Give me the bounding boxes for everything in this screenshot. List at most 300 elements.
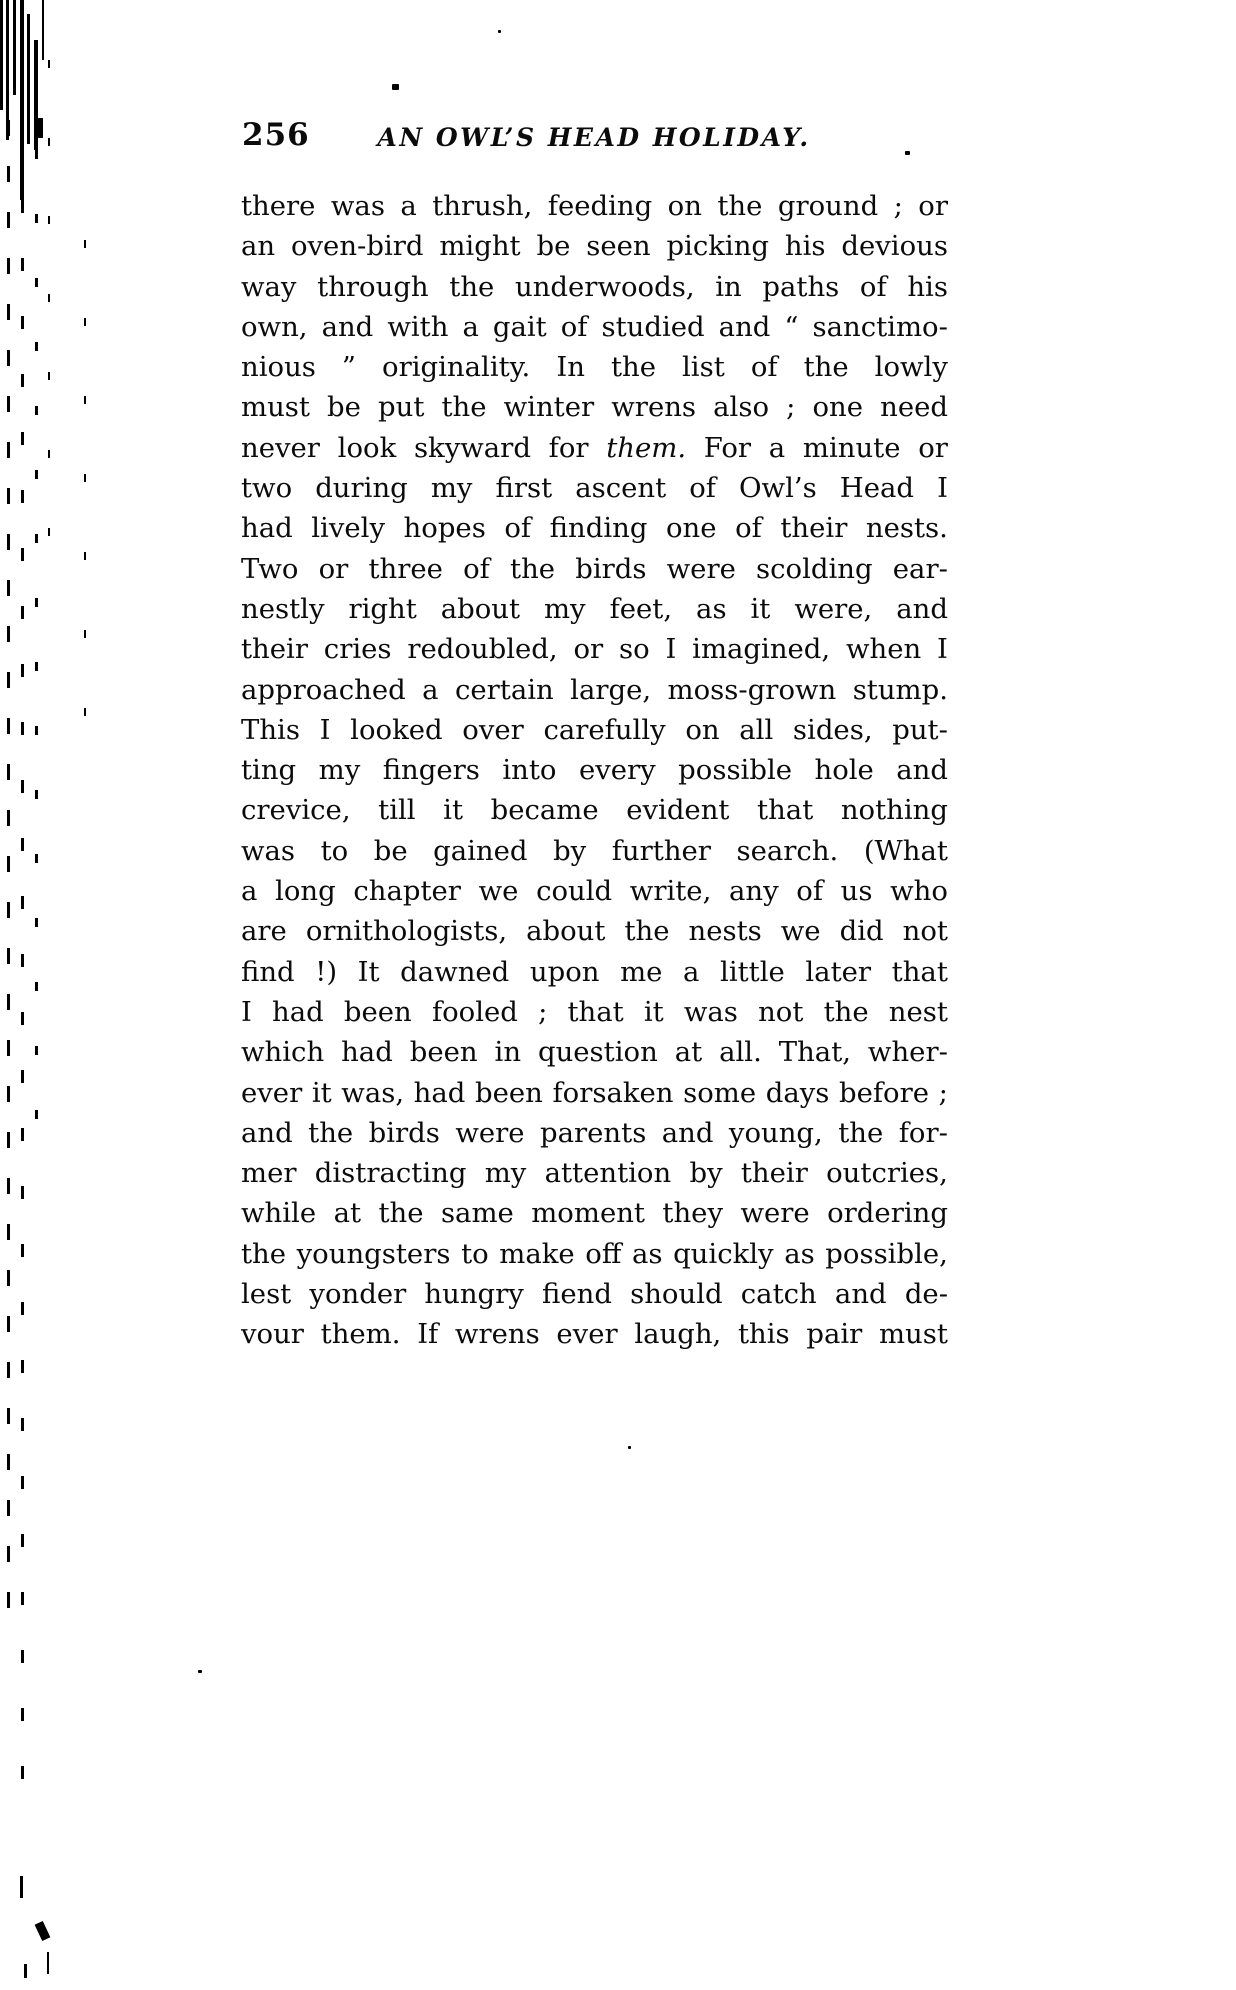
word: them. [320,1318,401,1351]
word: there [241,190,316,222]
word: (What [863,834,948,867]
word: of [796,875,824,908]
word: originality. [382,351,531,384]
word: the [449,270,495,303]
binding-mark [35,150,38,1150]
word: that [757,794,814,827]
word: the [441,391,487,424]
word: one [665,512,717,545]
word: nothing [840,794,948,827]
word: hopes [403,512,486,545]
word: gained [433,834,528,867]
word: of [463,552,490,585]
word: we [780,915,821,948]
word: write, [629,875,712,908]
word: with [387,310,449,343]
word: had [341,1036,393,1069]
word: and [321,310,374,343]
text-line [241,1314,948,1354]
word: must [241,391,310,424]
word: been [474,1076,543,1109]
word: into [502,754,557,787]
word: fooled [431,995,518,1028]
word: oven-bird [290,230,424,263]
word: when [845,633,922,666]
word: an [241,230,276,263]
text-line [241,549,948,589]
text-line [241,468,948,508]
text-line [241,186,948,226]
word: as [631,1237,663,1270]
word: birds [368,1116,440,1149]
word: search. [736,834,839,867]
word: I [937,472,948,505]
word: us [840,875,873,908]
word: find [241,955,295,988]
word: underwoods, [515,270,695,303]
word: and [896,754,948,787]
word: the [624,915,670,948]
binding-mark [84,240,86,760]
word: to [320,834,349,867]
text-line [241,387,948,427]
word: fingers [382,754,480,787]
word: ; [538,995,548,1028]
word: youngsters [296,1237,451,1270]
page-header [240,118,948,166]
word: wher- [867,1036,948,1069]
word: a [422,673,439,706]
ink-speck [628,1446,631,1449]
word: first [495,472,553,505]
word: not [902,915,948,948]
word: was [241,834,296,867]
word: redoubled, [407,633,558,666]
word: on [685,713,720,746]
text-line [241,428,948,468]
word: be [373,834,408,867]
word: also [713,391,770,424]
word: hole [814,754,874,787]
word: ordering [827,1197,948,1230]
text-line [241,1234,948,1274]
word: by [689,1157,723,1190]
word: little [720,955,785,988]
word: moss-grown [667,673,837,706]
word: make [499,1237,575,1270]
word: mer [241,1157,297,1190]
word: been [409,1036,478,1069]
word: as [696,592,727,625]
binding-mark [6,0,9,140]
word: at [674,1036,703,1069]
word: their [740,1157,808,1190]
word: wrens [454,1318,540,1351]
word: as [784,1237,815,1270]
word: I [241,995,252,1028]
word: it [643,995,664,1028]
word: feeding [547,190,653,222]
text-line [241,508,948,548]
word: question [537,1036,658,1069]
word: must [878,1318,948,1351]
word: had [272,995,324,1028]
word: ; [938,1076,948,1109]
word: quickly [673,1237,774,1270]
word: for- [898,1116,948,1149]
word: of [689,472,716,505]
word: catch [740,1278,817,1311]
word: certain [454,673,554,706]
word: lest [241,1278,292,1311]
page-number: 256 [242,117,310,153]
word: That, [778,1036,851,1069]
word: their [241,633,308,666]
binding-mark [27,14,30,144]
binding-mark [20,0,24,200]
text-line [241,952,948,992]
word: put [378,391,425,424]
word: we [478,875,519,908]
text-line [241,226,948,266]
word: was [683,995,738,1028]
word: two [241,472,293,505]
ink-speck [392,84,399,90]
word: ” [341,351,356,384]
word: could [536,875,613,908]
word: moment [531,1197,645,1230]
word: the [510,552,556,585]
word: distracting [314,1157,467,1190]
word: feet, [609,592,673,625]
word: about [440,592,521,625]
word: thrush, [432,190,533,222]
word: might [439,230,521,263]
text-line [241,1153,948,1193]
word: the [241,1237,287,1270]
word: and [661,1116,714,1149]
word: devious [841,230,948,263]
word: nests [688,915,762,948]
binding-mark [20,1876,23,1898]
word: ear- [892,552,948,585]
text-line [241,1193,948,1233]
word: my [543,592,586,625]
word: gait [492,310,547,343]
word: If [417,1318,439,1351]
word: the [610,351,656,384]
word: I [937,633,948,666]
word: about [526,915,606,948]
binding-mark [0,0,3,110]
binding-mark [42,0,44,60]
word: ascent [575,472,667,505]
word: imagined, [692,633,831,666]
word: ; [893,190,903,222]
word: looked [350,713,443,746]
word: ever [241,1076,303,1109]
body-text [241,186,948,1355]
text-line [241,911,948,951]
word: them. [606,431,687,464]
word: did [839,915,884,948]
ink-speck [498,30,501,33]
word: list [682,351,725,384]
word: are [241,915,287,948]
word: were [455,1116,525,1149]
word: a [400,190,417,222]
word: and [718,310,771,343]
word: hungry [424,1278,524,1311]
word: It [357,955,380,988]
binding-mark [7,120,10,1620]
word: the [378,1197,424,1230]
text-line [241,790,948,830]
word: sides, [792,713,873,746]
word: This [241,713,300,746]
word: his [907,270,948,303]
word: of [859,270,887,303]
word: during [315,472,408,505]
word: in [715,270,742,303]
word: and [896,592,948,625]
word: be [536,230,571,263]
word: the [308,1116,354,1149]
word: to [461,1237,489,1270]
word: de- [904,1278,948,1311]
word: so [618,633,650,666]
word: chapter [353,875,461,908]
word: forsaken [552,1076,674,1109]
word: possible [678,754,793,787]
word: laugh, [634,1318,722,1351]
word: dawned [400,955,510,988]
word: a [768,431,786,464]
binding-mark [47,1952,49,1974]
word: before [838,1076,930,1109]
word: by [553,834,587,867]
word: off [585,1237,622,1270]
word: outcries, [826,1157,948,1190]
word: this [737,1318,790,1351]
word: same [440,1197,514,1230]
word: one [812,391,864,424]
word: who [890,875,948,908]
word: long [275,875,336,908]
text-line [241,871,948,911]
word: it [443,794,464,827]
word: were [666,552,736,585]
text-line [241,307,948,347]
word: at [333,1197,362,1230]
text-line [241,1073,948,1113]
binding-mark [24,1964,27,1978]
binding-mark [48,60,50,560]
word: till [378,794,416,827]
text-line [241,750,948,790]
word: the [803,351,849,384]
word: winter [503,391,595,424]
word: it [311,1076,332,1109]
word: put- [892,713,948,746]
word: further [611,834,711,867]
binding-mark [21,200,24,1780]
binding-mark [13,0,16,95]
word: sanctimo- [812,310,948,343]
word: Two [241,552,299,585]
word: should [630,1278,723,1311]
word: For [703,431,752,464]
word: while [241,1197,317,1230]
word: fiend [542,1278,612,1311]
word: some [683,1076,757,1109]
word: a [462,310,479,343]
word: I [665,633,677,666]
word: were [740,1197,810,1230]
word: in [494,1036,522,1069]
word: nestly [241,592,325,625]
word: of [750,351,778,384]
word: look [337,431,397,464]
word: Head [839,472,915,505]
word: own, [241,310,308,343]
word: were, [794,592,873,625]
word: all [739,713,774,746]
word: parents [540,1116,647,1149]
word: ground [777,190,879,222]
word: or [318,552,349,585]
word: became [490,794,599,827]
word: that [891,955,948,988]
word: which [241,1036,325,1069]
word: right [348,592,417,625]
word: finding [549,512,648,545]
word: lowly [874,351,948,384]
word: my [430,472,473,505]
word: later [805,955,872,988]
word: the [823,995,869,1028]
word: every [578,754,656,787]
word: that [567,995,624,1028]
text-line [241,589,948,629]
word: not [758,995,804,1028]
text-line [241,1113,948,1153]
word: evident [626,794,730,827]
word: nious [241,351,316,384]
word: lively [311,512,385,545]
word: possible, [825,1237,948,1270]
text-line [241,629,948,669]
word: or [573,633,604,666]
word: young, [728,1116,823,1149]
word: crevice, [241,794,351,827]
text-line [241,992,948,1032]
word: large, [570,673,652,706]
word: minute [802,431,901,464]
text-line [241,831,948,871]
word: birds [575,552,647,585]
word: ting [241,754,297,787]
word: pair [806,1318,863,1351]
ink-blot [35,1921,51,1941]
word: and [834,1278,887,1311]
word: a [241,875,258,908]
word: wrens [611,391,697,424]
word: their [780,512,848,545]
binding-mark [36,118,43,138]
word: !) [315,955,338,988]
word: me [620,955,663,988]
word: was, [341,1076,405,1109]
word: need [880,391,948,424]
word: of [504,512,532,545]
word: a [683,955,700,988]
word: picking [666,230,770,263]
word: been [343,995,412,1028]
word: it [750,592,771,625]
word: on [667,190,702,222]
word: his [784,230,826,263]
word: my [484,1157,527,1190]
word: or [918,190,948,222]
word: skyward [413,431,531,464]
word: I [319,713,331,746]
text-line [241,347,948,387]
word: for [548,431,589,464]
text-line [241,670,948,710]
word: and [241,1116,293,1149]
word: the [717,190,763,222]
word: of [560,310,588,343]
word: scolding [756,552,873,585]
word: “ [784,310,799,343]
word: they [662,1197,723,1230]
word: nests. [865,512,948,545]
text-line [241,267,948,307]
word: ornithologists, [305,915,508,948]
word: nest [888,995,948,1028]
word: cries [323,633,392,666]
word: stump. [852,673,948,706]
word: days [765,1076,830,1109]
word: had [241,512,293,545]
word: upon [529,955,600,988]
word: way [241,270,297,303]
word: three [368,552,443,585]
text-line [241,1032,948,1072]
text-line [241,1274,948,1314]
word: all. [719,1036,762,1069]
ink-speck [198,1670,202,1673]
word: had [413,1076,466,1109]
word: attention [544,1157,672,1190]
word: over [462,713,524,746]
word: seen [586,230,651,263]
word: ever [556,1318,618,1351]
word: studied [601,310,705,343]
word: never [241,431,320,464]
word: In [556,351,585,384]
word: approached [241,673,406,706]
word: yonder [309,1278,407,1311]
word: carefully [543,713,666,746]
word: ; [786,391,796,424]
word: or [918,431,948,464]
word: through [317,270,429,303]
word: was [330,190,385,222]
word: the [838,1116,884,1149]
word: my [318,754,361,787]
